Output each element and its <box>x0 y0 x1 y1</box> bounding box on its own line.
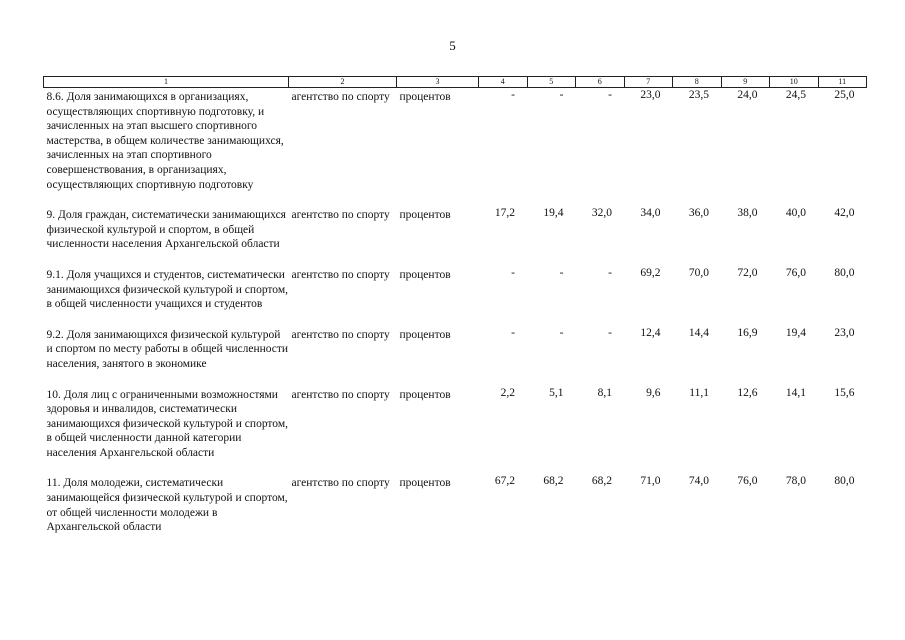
column-number: 11 <box>818 77 867 88</box>
unit-of-measure: процентов <box>399 328 451 341</box>
indicator-value: 38,0 <box>737 207 758 220</box>
indicator-value: 68,2 <box>543 475 564 488</box>
column-number: 8 <box>673 77 722 88</box>
indicator-value: 80,0 <box>834 266 855 279</box>
responsible-agency: агентство по спорту <box>291 328 390 341</box>
indicator-value: 17,2 <box>494 207 515 220</box>
indicator-value: - <box>559 89 564 101</box>
table-row <box>44 326 867 386</box>
unit-of-measure: процентов <box>399 209 451 222</box>
column-number: 1 <box>44 77 289 88</box>
column-number: 3 <box>397 77 479 88</box>
table-row <box>44 88 867 207</box>
indicator-value: 23,0 <box>834 326 855 339</box>
indicators-table <box>43 76 867 535</box>
column-number: 2 <box>289 77 397 88</box>
column-number: 6 <box>576 77 625 88</box>
indicator-name: 8.6. Доля занимающихся в организациях, осуществляющих спортивную подготовку, и зачисленных на этап высшего спортивного мастерства, в общем количестве занимающихся, зачисленных на этап спортивного совершенствования, в организациях, осуществляющих спортивную подготовку <box>46 91 284 191</box>
indicator-value: - <box>511 326 515 339</box>
responsible-agency: агентство по спорту <box>291 268 390 281</box>
indicator-value: 23,5 <box>688 89 709 101</box>
table-row <box>44 474 867 534</box>
indicator-value: 25,0 <box>834 89 855 101</box>
table-body <box>44 88 867 535</box>
indicator-name: 9. Доля граждан, систематически занимающихся физической культурой и спортом, в общей численности населения Архангельской области <box>46 209 286 251</box>
unit-of-measure: процентов <box>399 477 451 490</box>
indicator-value: 67,2 <box>494 475 515 488</box>
table-row <box>44 206 867 266</box>
responsible-agency: агентство по спорту <box>291 209 390 222</box>
indicator-value: 34,0 <box>640 207 661 220</box>
indicator-value: 19,4 <box>785 326 806 339</box>
column-number-row <box>44 77 867 88</box>
indicator-value: 40,0 <box>785 207 806 220</box>
indicator-value: 70,0 <box>688 266 709 279</box>
indicator-value: 74,0 <box>688 475 709 488</box>
page-number: 5 <box>449 38 456 53</box>
responsible-agency: агентство по спорту <box>291 477 390 490</box>
column-number: 4 <box>479 77 528 88</box>
indicator-value: 12,4 <box>640 326 661 339</box>
indicator-value: 71,0 <box>640 475 661 488</box>
indicator-name: 9.1. Доля учащихся и студентов, систематически занимающихся физической культурой и спортом, в общей численности учащихся и студентов <box>46 268 288 311</box>
indicator-value: 16,9 <box>737 326 758 339</box>
indicator-name: 11. Доля молодежи, систематически занимающейся физической культурой и спортом, от общей численности молодежи в Архангельской области <box>46 477 288 534</box>
unit-of-measure: процентов <box>399 268 451 281</box>
indicator-value: 8,1 <box>597 386 612 399</box>
indicator-value: - <box>608 89 612 101</box>
indicator-value: 12,6 <box>737 386 758 399</box>
indicator-value: - <box>511 89 515 101</box>
unit-of-measure: процентов <box>399 91 451 103</box>
indicator-value: - <box>608 326 612 339</box>
responsible-agency: агентство по спорту <box>291 91 390 103</box>
indicator-value: - <box>559 326 564 339</box>
indicator-value: 15,6 <box>834 386 855 399</box>
indicator-value: 24,5 <box>785 89 806 101</box>
indicator-value: 78,0 <box>785 475 806 488</box>
indicator-value: - <box>608 266 612 279</box>
indicator-value: 2,2 <box>500 386 515 399</box>
responsible-agency: агентство по спорту <box>291 388 390 401</box>
indicator-value: 11,1 <box>689 386 709 399</box>
column-number: 9 <box>721 77 770 88</box>
indicator-value: 42,0 <box>834 207 855 220</box>
indicator-value: - <box>511 266 515 279</box>
indicator-value: 76,0 <box>737 475 758 488</box>
indicator-value: 19,4 <box>543 207 564 220</box>
indicator-value: 72,0 <box>737 266 758 279</box>
indicator-value: - <box>559 266 564 279</box>
table-row <box>44 266 867 326</box>
indicator-value: 69,2 <box>640 266 661 279</box>
indicator-value: 36,0 <box>688 207 709 220</box>
indicator-value: 9,6 <box>646 386 661 399</box>
indicator-value: 14,1 <box>785 386 806 399</box>
indicator-value: 23,0 <box>640 89 661 101</box>
column-number: 10 <box>770 77 819 88</box>
indicator-name: 9.2. Доля занимающихся физической культурой и спортом по месту работы в общей численности населения, занятого в экономике <box>46 328 289 370</box>
indicator-name: 10. Доля лиц с ограниченными возможностями здоровья и инвалидов, систематически занимающихся физической культурой и спортом, в общей численности данной категории населения Архангельской области <box>46 388 288 459</box>
indicator-value: 32,0 <box>591 207 612 220</box>
indicator-value: 76,0 <box>785 266 806 279</box>
table-row <box>44 386 867 475</box>
indicator-value: 68,2 <box>591 475 612 488</box>
indicator-value: 80,0 <box>834 475 855 488</box>
column-number: 7 <box>624 77 673 88</box>
indicator-value: 14,4 <box>688 326 709 339</box>
column-number: 5 <box>527 77 576 88</box>
unit-of-measure: процентов <box>399 388 451 401</box>
indicator-value: 24,0 <box>737 89 758 101</box>
indicator-value: 5,1 <box>549 386 564 399</box>
